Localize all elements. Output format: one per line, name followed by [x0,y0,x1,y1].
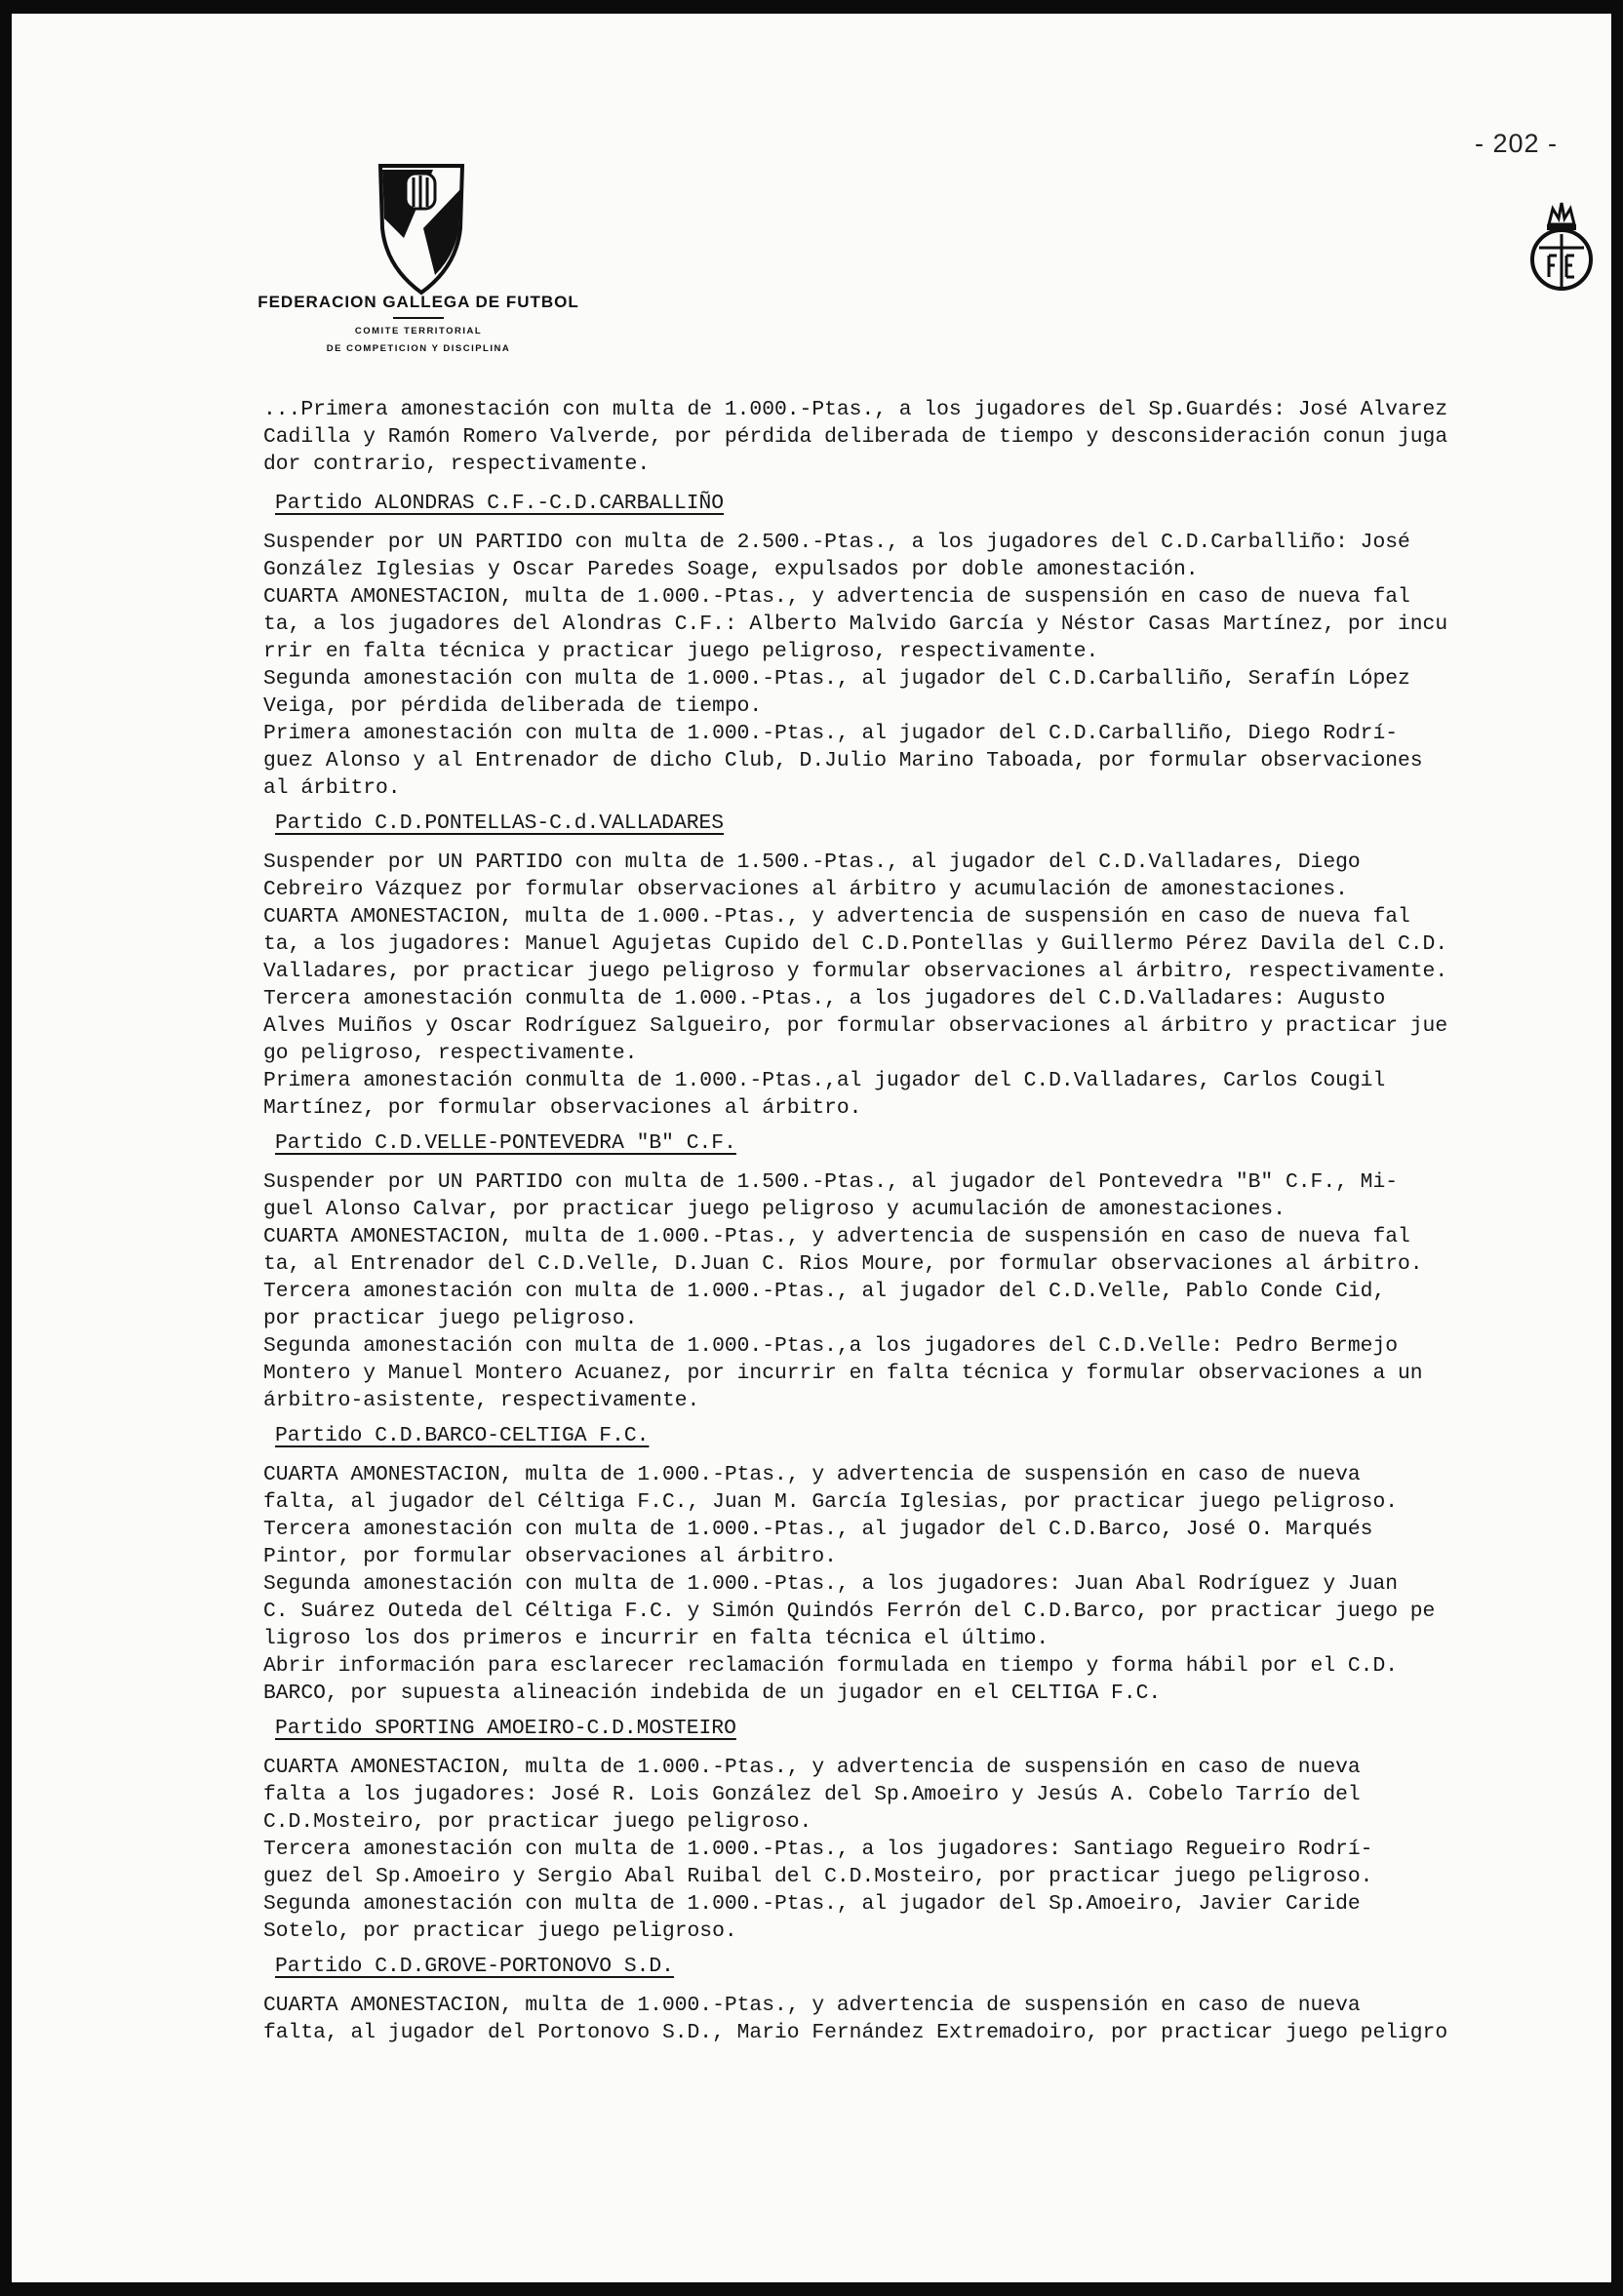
match-heading: Partido ALONDRAS C.F.-C.D.CARBALLIÑO [275,492,725,515]
ruling-paragraph: CUARTA AMONESTACION, multa de 1.000.-Ptas., y advertencia de suspensión en caso de nueva fal ta, a los jugadores del Alondras C.F.: Alberto Malvido García y Néstor Casas Martínez, por incu rrir en falta técnica y practicar juego peligroso, respectivamente. [263,585,1448,663]
committee-line-1: COMITE TERRITORIAL [354,326,483,336]
page-number: - 202 - [1475,129,1559,158]
ruling-paragraph: Suspender por UN PARTIDO con multa de 1.500.-Ptas., al jugador del Pontevedra "B" C.F., Mi- guel Alonso Calvar, por practicar juego peligroso y acumulación de amonestaciones. [263,1170,1398,1221]
match-section [263,802,1596,1122]
organization-name: FEDERACION GALLEGA DE FUTBOL [257,293,579,311]
ruling-paragraph: Suspender por UN PARTIDO con multa de 2.500.-Ptas., a los jugadores del C.D.Carballiño: José González Iglesias y Oscar Paredes Soage, expulsados por doble amonestación. [263,531,1410,581]
ruling-paragraph: CUARTA AMONESTACION, multa de 1.000.-Ptas., y advertencia de suspensión en caso de nueva fal ta, a los jugadores: Manuel Agujetas Cupido del C.D.Pontellas y Guillermo Pérez Davila del C.D. Valladares, por practicar juego peligroso y formular observaciones al árbitro, respectivamente. [263,905,1448,983]
divider [393,317,444,319]
royal-crest-icon [1527,195,1596,298]
ruling-paragraph: Suspender por UN PARTIDO con multa de 1.500.-Ptas., al jugador del C.D.Valladares, Diego Cebreiro Vázquez por formular observaciones al árbitro y acumulación de amonestaciones. [263,851,1361,901]
ruling-paragraph: Segunda amonestación con multa de 1.000.-Ptas., al jugador del Sp.Amoeiro, Javier Caride Sotelo, por practicar juego peligroso. [263,1892,1361,1943]
document-page [12,14,1611,2282]
committee-line-2: DE COMPETICION Y DISCIPLINA [326,343,511,354]
ruling-paragraph: Primera amonestación conmulta de 1.000.-Ptas.,al jugador del C.D.Valladares, Carlos Cougil Martínez, por formular observaciones al árbitro. [263,1069,1386,1120]
ruling-paragraph: CUARTA AMONESTACION, multa de 1.000.-Ptas., y advertencia de suspensión en caso de nueva fal ta, al Entrenador del C.D.Velle, D.Juan C. Rios Moure, por formular observaciones al árbitro. [263,1225,1423,1276]
match-section [263,1945,1596,2046]
federation-shield-logo [375,160,468,297]
match-heading: Partido C.D.BARCO-CELTIGA F.C. [275,1424,650,1447]
intro-paragraph: ...Primera amonestación con multa de 1.000.-Ptas., a los jugadores del Sp.Guardés: José Alvarez Cadilla y Ramón Romero Valverde, por pérdida deliberada de tiempo y desconsideración conun juga dor contrario, respectivamente. [263,398,1448,476]
ruling-paragraph: Tercera amonestación con multa de 1.000.-Ptas., a los jugadores: Santiago Regueiro Rodrí- guez del Sp.Amoeiro y Sergio Abal Ruibal del C.D.Mosteiro, por practicar juego peligroso. [263,1838,1373,1888]
match-heading: Partido SPORTING AMOEIRO-C.D.MOSTEIRO [275,1717,736,1740]
document-body [263,396,1596,2046]
ruling-paragraph: Segunda amonestación con multa de 1.000.-Ptas., a los jugadores: Juan Abal Rodríguez y Juan C. Suárez Outeda del Céltiga F.C. y Simón Quindós Ferrón del C.D.Barco, por practicar juego pe ligroso los dos primeros e incurrir en falta técnica el último. [263,1572,1436,1650]
ruling-paragraph: Tercera amonestación conmulta de 1.000.-Ptas., a los jugadores del C.D.Valladares: Augusto Alves Muiños y Oscar Rodríguez Salgueiro, por formular observaciones al árbitro y practicar jue go peligroso, respectivamente. [263,987,1448,1065]
ruling-paragraph: Segunda amonestación con multa de 1.000.-Ptas., al jugador del C.D.Carballiño, Serafín López Veiga, por pérdida deliberada de tiempo. [263,667,1410,718]
ruling-paragraph: Abrir información para esclarecer reclamación formulada en tiempo y forma hábil por el C.D. BARCO, por supuesta alineación indebida de un jugador en el CELTIGA F.C. [263,1654,1398,1705]
ruling-paragraph: Segunda amonestación con multa de 1.000.-Ptas.,a los jugadores del C.D.Velle: Pedro Bermejo Montero y Manuel Montero Acuanez, por incurrir en falta técnica y formular observaciones a un árbitro-asistente, respectivamente. [263,1334,1423,1412]
match-heading: Partido C.D.PONTELLAS-C.d.VALLADARES [275,812,725,835]
ruling-paragraph: CUARTA AMONESTACION, multa de 1.000.-Ptas., y advertencia de suspensión en caso de nueva falta, al jugador del Céltiga F.C., Juan M. García Iglesias, por practicar juego peligroso. [263,1463,1398,1514]
ruling-paragraph: Tercera amonestación con multa de 1.000.-Ptas., al jugador del C.D.Barco, José O. Marqués Pintor, por formular observaciones al árbitro. [263,1518,1373,1568]
organization-header [257,293,579,358]
ruling-paragraph: CUARTA AMONESTACION, multa de 1.000.-Ptas., y advertencia de suspensión en caso de nueva falta a los jugadores: José R. Lois González del Sp.Amoeiro y Jesús A. Cobelo Tarrío del C.D.Mosteiro, por practicar juego peligroso. [263,1756,1361,1834]
match-section [263,1122,1596,1414]
match-section [263,1707,1596,1945]
match-heading: Partido C.D.GROVE-PORTONOVO S.D. [275,1955,674,1978]
match-section [263,482,1596,802]
match-heading: Partido C.D.VELLE-PONTEVEDRA "B" C.F. [275,1131,736,1155]
match-section [263,1414,1596,1707]
ruling-paragraph: CUARTA AMONESTACION, multa de 1.000.-Ptas., y advertencia de suspensión en caso de nueva falta, al jugador del Portonovo S.D., Mario Fernández Extremadoiro, por practicar juego peligro [263,1994,1448,2044]
ruling-paragraph: Primera amonestación con multa de 1.000.-Ptas., al jugador del C.D.Carballiño, Diego Rodrí- guez Alonso y al Entrenador de dicho Club, D.Julio Marino Taboada, por formular observaciones al árbitro. [263,722,1423,800]
ruling-paragraph: Tercera amonestación con multa de 1.000.-Ptas., al jugador del C.D.Velle, Pablo Conde Cid, por practicar juego peligroso. [263,1280,1386,1330]
